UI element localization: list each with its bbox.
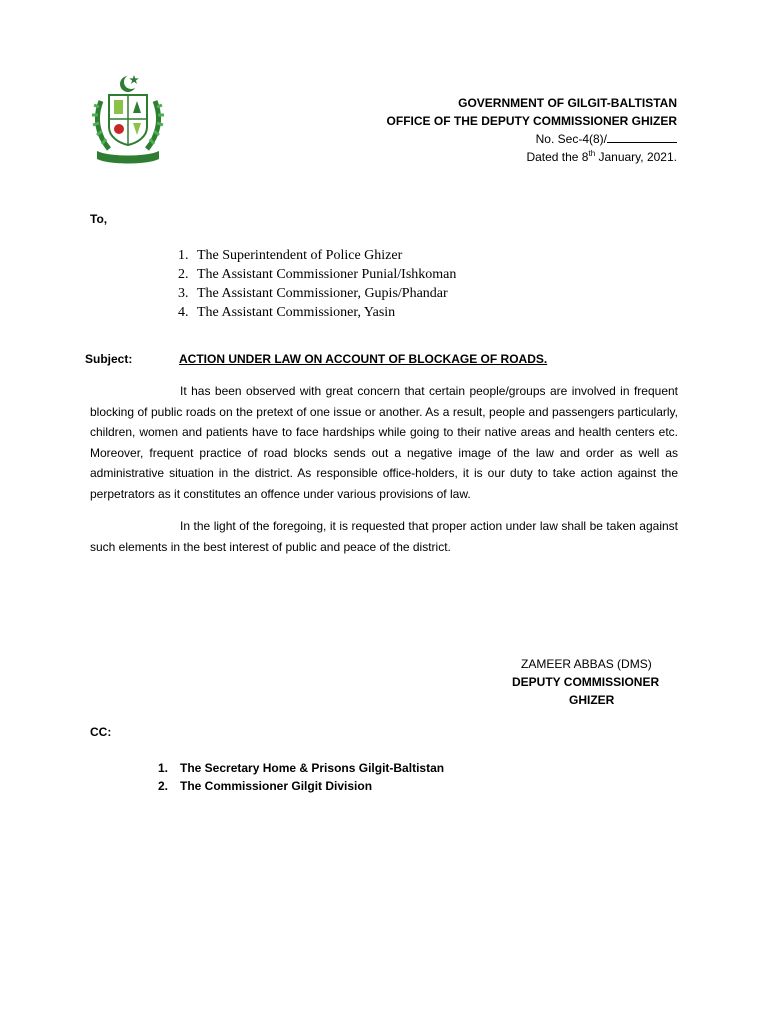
cc-label: CC: [90, 725, 112, 739]
subject-line [85, 352, 685, 366]
office-title: OFFICE OF THE DEPUTY COMMISSIONER GHIZER [386, 114, 677, 128]
letter-date [387, 148, 677, 166]
reference-blank [607, 131, 677, 143]
reference-prefix: No. Sec-4(8)/ [535, 132, 607, 146]
signatory-place: GHIZER [569, 693, 615, 707]
body-paragraph-2: In the light of the foregoing, it is requested that proper action under law shall be taken against such elements in the best interest of public and peace of the district. [90, 519, 678, 554]
body-paragraph-1: It has been observed with great concern that certain people/groups are involved in frequent blocking of public roads on the pretext of one issue or another. As a result, people and passengers particularly, children, women and patients have to face hardships while going to their native areas and health centers etc. Moreover, frequent practice of road blocks sends out a negative image of the law and order as well as administrative situation in the district. As responsible office-holders, it is our duty to take action against the perpetrators as it constitutes an offence under various provisions of law. [90, 384, 678, 501]
addressee-item [178, 246, 456, 265]
signature-block [512, 655, 672, 709]
subject-label: Subject: [85, 352, 133, 366]
signatory-name: ZAMEER ABBAS (DMS) [521, 657, 652, 671]
addressee-item [178, 284, 456, 303]
addressee-text: The Assistant Commissioner, Yasin [197, 305, 396, 320]
addressee-item [178, 265, 456, 284]
date-superscript: th [588, 149, 596, 158]
addressee-number: 3. [178, 286, 189, 301]
addressee-number: 2. [178, 267, 189, 282]
addressee-text: The Assistant Commissioner Punial/Ishkoman [197, 267, 457, 282]
letterhead [387, 94, 677, 166]
cc-text: The Commissioner Gilgit Division [180, 779, 373, 793]
addressee-list [178, 246, 456, 322]
addressee-number: 1. [178, 248, 189, 263]
date-prefix: Dated the 8 [526, 150, 589, 164]
addressee-text: The Superintendent of Police Ghizer [197, 248, 403, 263]
cc-list [158, 759, 444, 795]
government-emblem-icon [89, 71, 167, 165]
signatory-title: DEPUTY COMMISSIONER [512, 675, 660, 689]
cc-number: 1. [158, 761, 169, 775]
government-title: GOVERNMENT OF GILGIT-BALTISTAN [458, 96, 677, 110]
reference-number [387, 130, 677, 148]
date-suffix: January, 2021. [595, 150, 677, 164]
addressee-item [178, 303, 456, 322]
cc-item [158, 759, 444, 777]
addressee-text: The Assistant Commissioner, Gupis/Phandar [197, 286, 448, 301]
subject-text: ACTION UNDER LAW ON ACCOUNT OF BLOCKAGE OF ROADS. [179, 352, 548, 366]
cc-text: The Secretary Home & Prisons Gilgit-Baltistan [180, 761, 445, 775]
cc-number: 2. [158, 779, 169, 793]
addressee-number: 4. [178, 305, 189, 320]
to-label: To, [90, 212, 108, 226]
cc-item [158, 777, 444, 795]
